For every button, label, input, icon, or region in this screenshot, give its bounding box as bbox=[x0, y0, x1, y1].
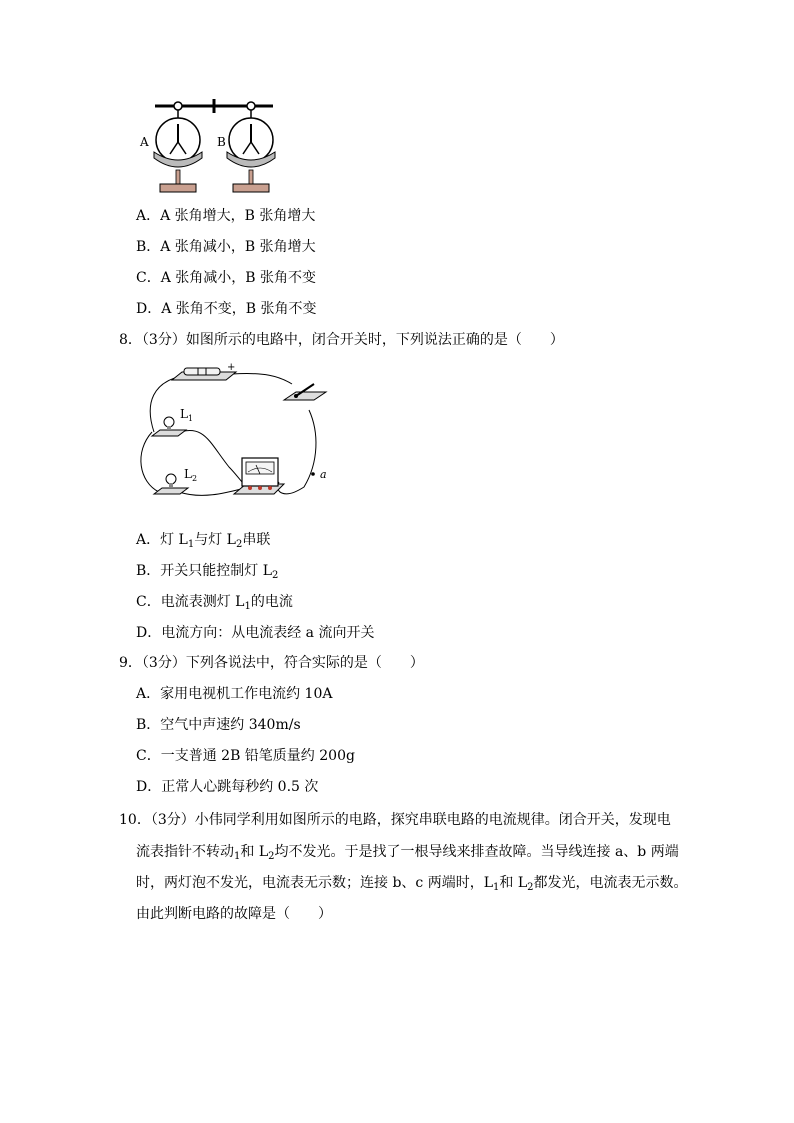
q9-option-c: C．一支普通 2B 铅笔质量约 200g bbox=[136, 748, 355, 764]
point-a-dot bbox=[311, 472, 315, 476]
q8-option-c: C．电流表测灯 $L_1$的电流 bbox=[136, 594, 293, 612]
q8-stem: 8．（3分）如图所示的电路中，闭合开关时，下列说法正确的是（ ） bbox=[119, 332, 564, 348]
q8-option-b: B．开关只能控制灯 $L_2$ bbox=[136, 563, 279, 581]
electroscope-b bbox=[217, 102, 275, 192]
q9-option-a: A．家用电视机工作电流约 10A bbox=[136, 686, 333, 702]
q9-stem: 9．（3分）下列各说法中，符合实际的是（ ） bbox=[119, 655, 424, 671]
q7-option-b: B．A 张角减小，B 张角增大 bbox=[136, 239, 316, 255]
l1-subscript: 1 bbox=[187, 414, 194, 423]
q8-option-a: A．灯 $L_1$与灯 $L_2$串联 bbox=[136, 532, 271, 550]
q10-stem-line2: 流表指针不转动$_1$和 $L_2$均不发光。于是找了一根导线来排查故障。当导线连接 a、b 两端 bbox=[136, 844, 679, 862]
circuit-figure-q8 bbox=[134, 362, 334, 502]
electroscope-b-label: B bbox=[217, 135, 226, 149]
q7-option-a: A．A 张角增大，B 张角增大 bbox=[136, 208, 316, 224]
point-a-label: a bbox=[320, 468, 327, 481]
q9-option-b: B．空气中声速约 340m/s bbox=[136, 717, 301, 733]
lamp-l2 bbox=[154, 467, 197, 494]
q8-option-d: D．电流方向：从电流表经 a 流向开关 bbox=[136, 625, 375, 641]
q9-option-d: D．正常人心跳每秒约 0.5 次 bbox=[136, 779, 319, 795]
switch bbox=[284, 384, 326, 400]
svg-text:L2 bbox=[184, 467, 197, 483]
q7-option-c: C．A 张角减小，B 张角不变 bbox=[136, 270, 317, 286]
battery bbox=[172, 362, 236, 380]
q10-stem-line4: 由此判断电路的故障是（ ） bbox=[136, 906, 332, 922]
electroscope-a bbox=[139, 102, 202, 192]
battery-plus-sign: + bbox=[227, 362, 236, 373]
l1-label: L bbox=[180, 407, 188, 421]
l2-label: L bbox=[184, 467, 192, 481]
ammeter bbox=[234, 458, 284, 494]
q7-option-d: D．A 张角不变，B 张角不变 bbox=[136, 301, 317, 317]
electroscope-figure bbox=[130, 96, 280, 198]
svg-text:L1 bbox=[180, 407, 193, 423]
l2-subscript: 2 bbox=[191, 474, 198, 483]
lamp-l1 bbox=[152, 407, 193, 436]
q10-stem-line1: 10．（3分）小伟同学利用如图所示的电路，探究串联电路的电流规律。闭合开关，发现电 bbox=[119, 812, 671, 828]
electroscope-a-label: A bbox=[140, 135, 149, 149]
q10-stem-line3: 时，两灯泡不发光，电流表无示数；连接 b、c 两端时，$L_1$和 $L_2$都发光，电流表无示数。 bbox=[136, 875, 688, 893]
